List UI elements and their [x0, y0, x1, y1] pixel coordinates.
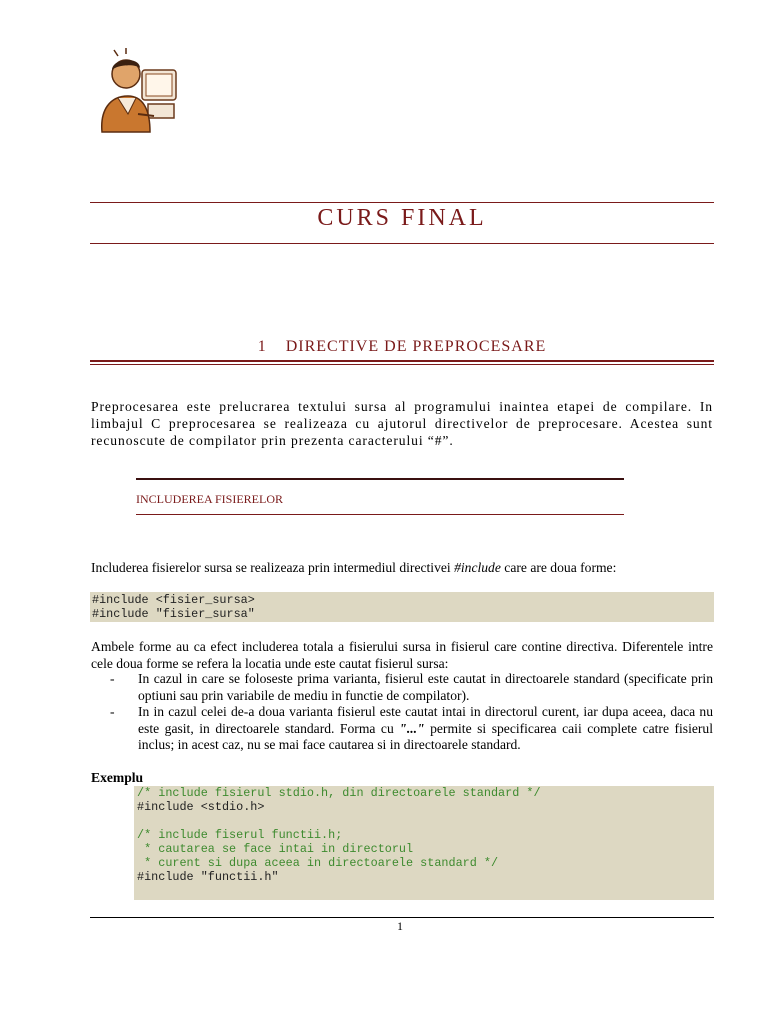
include-forms-code — [90, 592, 714, 622]
bullet-dash: - — [110, 671, 115, 686]
chapter-number: 1 — [257, 338, 267, 355]
person-at-computer-icon — [88, 40, 184, 136]
code-line: * curent si dupa aceea in directoarele standard */ — [137, 856, 499, 870]
list-item — [110, 704, 713, 754]
code-line: #include "fisier_sursa" — [92, 607, 255, 621]
code-line: * cautarea se face intai in directorul — [137, 842, 414, 856]
bullet-text-before: In in cazul celei de-a doua varianta fisierul este cautat intai in directorul curent, iar dupa aceea, daca nu este gasit, in directoarele standard. Forma cu — [138, 704, 713, 736]
include-text-before: Includerea fisierelor sursa se realizeaza prin intermediul directivei — [91, 560, 455, 575]
section-bottom-rule — [136, 514, 624, 515]
chapter-rule-upper — [90, 360, 714, 362]
header-logo — [88, 40, 184, 136]
example-code — [134, 786, 714, 900]
chapter-heading — [90, 338, 714, 356]
forms-explanation-paragraph: Ambele forme au ca efect includerea totala a fisierului sursa in fisierul care contine directiva. Diferentele intre cele doua forme se refera la locatia unde este cautat fisierul sursa: — [91, 639, 713, 671]
page-number: 1 — [397, 919, 403, 933]
list-item — [110, 671, 713, 704]
document-title: CURS FINAL — [317, 205, 487, 231]
title-bottom-rule — [90, 243, 714, 244]
quote-form: "..." — [399, 720, 425, 736]
title-top-rule — [90, 202, 714, 203]
intro-paragraph: Preprocesarea este prelucrarea textului sursa al programului inaintea etapei de compilare. In limbajul C preprocesarea se realizeaza cu ajutorul directivelor de preprocesare. Acestea sunt recunoscute de compilator prin prezenta caracterului “#”. — [91, 399, 713, 448]
section-heading: INCLUDEREA FISIERELOR — [136, 492, 283, 506]
section-top-rule — [136, 478, 624, 480]
footer-rule — [90, 917, 714, 918]
code-line: /* include fisierul stdio.h, din directoarele standard */ — [137, 786, 541, 800]
example-label: Exemplu — [91, 770, 144, 785]
code-line — [134, 814, 714, 828]
include-text-after: care are doua forme: — [500, 560, 617, 575]
code-line: #include "functii.h" — [137, 870, 279, 884]
bullet-dash: - — [110, 704, 115, 719]
code-line: /* include fiserul functii.h; — [137, 828, 343, 842]
code-line: #include <fisier_sursa> — [92, 593, 255, 607]
bullet-text: In cazul in care se foloseste prima varianta, fisierul este cautat in directoarele standard (specificate prin optiuni sau prin variabile de mediu in functie de compilator). — [138, 671, 713, 703]
chapter-title: DIRECTIVE DE PREPROCESARE — [285, 338, 547, 355]
code-line: #include <stdio.h> — [137, 800, 265, 814]
bullet-list — [110, 671, 713, 754]
bullet-text-after: permite si specificarea caii complete catre fisierul inclus; in acest caz, nu se mai face cautarea si in directoarele standard. — [138, 720, 713, 752]
include-keyword: #include — [454, 560, 501, 575]
include-paragraph — [91, 559, 713, 576]
chapter-rule-lower — [90, 364, 714, 365]
